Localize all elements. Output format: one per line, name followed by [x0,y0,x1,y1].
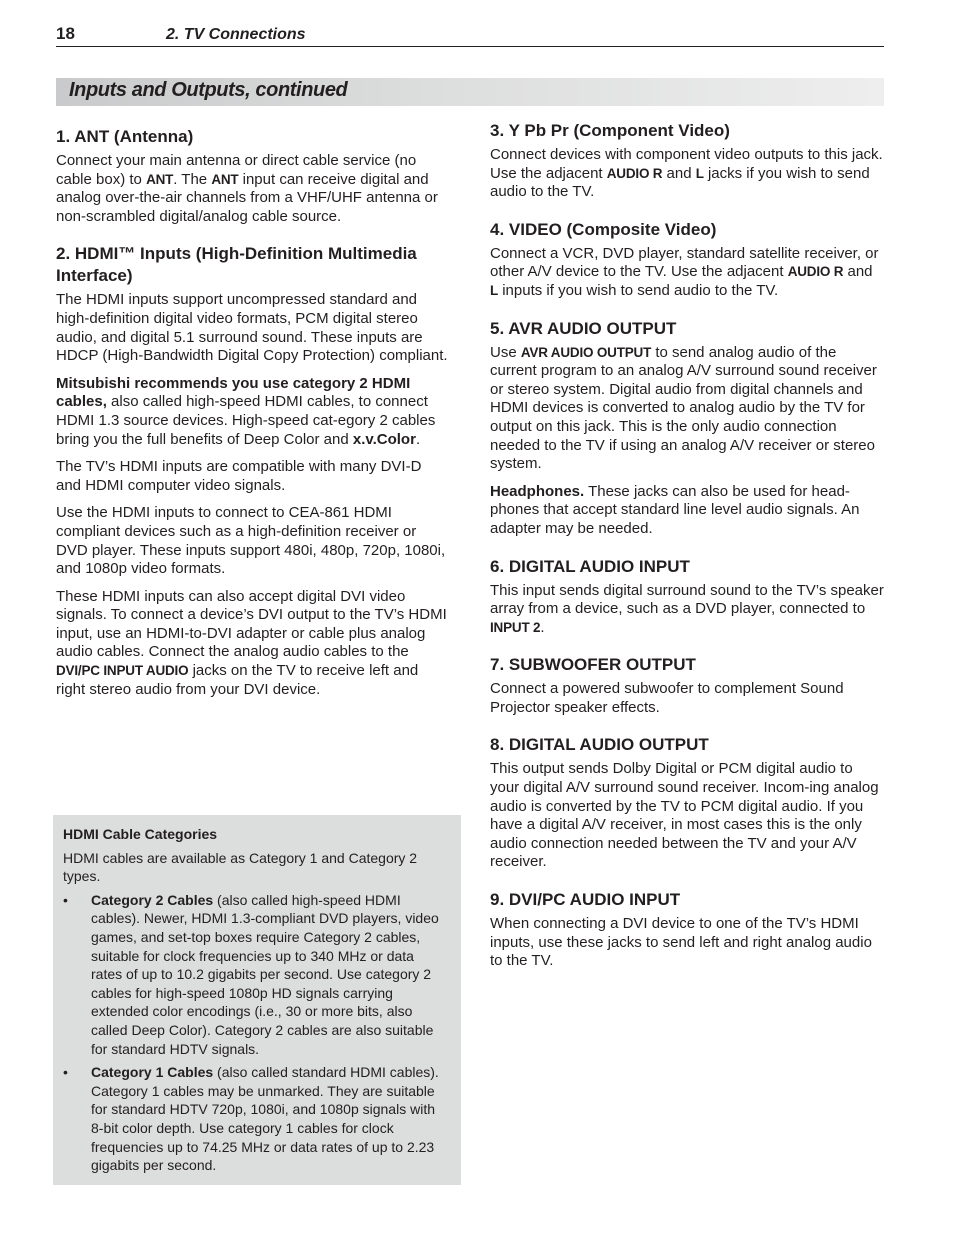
bullet-icon: • [63,1064,68,1081]
heading-ant: 1. ANT (Antenna) [56,127,194,146]
hdmi-paragraph-5 [56,588,448,700]
heading-composite-video: 4. VIDEO (Composite Video) [490,219,717,239]
text: to send analog audio of the current program to an analog A/V surround sound receiver or stereo system. Digital audio from digital channels and HDMI devices is converted to analog audio by the TV for output on this jack. This is the only audio connection needed to the TV if using an analog A/V receiver or stereo system. [490,343,877,473]
jack-label: DVI/PC INPUT AUDIO [56,663,189,679]
bullet-icon: • [63,891,68,908]
text: inputs if you wish to send audio to the TV. [498,281,779,299]
heading-digital-audio-output: 8. DIGITAL AUDIO OUTPUT [490,735,709,755]
text: jacks on the TV to receive left and right stereo audio from your DVI device. [56,662,419,698]
section-dvi-pc-audio-input [490,889,884,971]
subwoofer-paragraph: Connect a powered subwoofer to complement Sound Projector speaker effects. [490,680,844,716]
digital-input-paragraph [490,582,884,638]
xvcolor-term: x.v.Color [352,430,416,448]
section-composite-video [490,219,884,301]
right-column [490,120,884,988]
composite-paragraph [490,245,884,301]
sidebar-intro: HDMI cables are available as Category 1 and Category 2 types. [63,849,418,885]
text: Connect devices with component video outputs to this jack. Use the adjacent [490,146,883,182]
text: jacks if you wish to send audio to the TV. [490,164,870,201]
sidebar-title: HDMI Cable Categories [63,826,218,842]
heading-digital-audio-input: 6. DIGITAL AUDIO INPUT [490,556,690,576]
text: and [843,263,873,281]
section-avr-audio-output [490,318,884,539]
item-text: (also called standard HDMI cables). Category 1 cables may be unmarked. They are suitable for standard HDTV 720p, 1080i, and 1080p signals with 8-bit color depth. Use category 1 cables for clock frequencies up to 74.25 MHz or data rates of up to 2.23 gigabits per second. [91,1064,439,1174]
section-component-video [490,120,884,202]
section-banner [56,78,884,106]
item-text: (also called high-speed HDMI cables). Newer, HDMI 1.3-compliant DVD players, video games, and set-top boxes require Category 2 cables, suitable for clock frequencies up to 340 MHz or data rates of up to 10.2 gigabits per second. Use category 2 cables for high-speed 1080p HD signals carrying extended color encodings (i.e., 30 or more bits, also called Deep Color). Category 2 cables are also suitable for standard HDTV signals. [91,891,439,1057]
text: Connect your main antenna or direct cable service (no cable box) to [56,152,417,188]
chapter-title: 2. TV Connections [166,26,306,43]
jack-label: ANT [146,171,174,187]
text: and [662,164,696,182]
hdmi-paragraph-4: Use the HDMI inputs to connect to CEA-861 HDMI compliant devices such as a high-definition receiver or DVD player. These inputs support 480i, 480p, 720p, 1080i, and 1080p video formats. [56,504,446,578]
hdmi-paragraph-2 [56,375,448,449]
section-digital-audio-input [490,556,884,638]
text: . [415,430,421,448]
jack-label: AUDIO R [787,264,844,280]
headphones-paragraph [490,483,884,539]
left-column [56,126,448,708]
ant-paragraph [56,152,448,226]
dvi-audio-paragraph: When connecting a DVI device to one of the TV’s HDMI inputs, use these jacks to send left and right analog audio to the TV. [490,915,872,970]
section-hdmi [56,243,448,699]
text: Connect a VCR, DVD player, standard satellite receiver, or other A/V device to the TV. Use the adjacent [490,244,879,281]
item-term: Category 2 Cables [91,891,214,908]
jack-label: INPUT 2 [490,619,541,635]
component-paragraph [490,146,884,202]
jack-label: AUDIO R [606,165,663,181]
heading-avr-audio-output: 5. AVR AUDIO OUTPUT [490,318,677,338]
page-number: 18 [56,24,75,43]
text: also called high-speed HDMI cables, to connect HDMI 1.3 source devices. High-speed cat-egory 2 cables bring you the full benefits of Deep Color and [56,393,436,448]
jack-label: ANT [211,171,239,187]
text: Use [490,343,521,361]
jack-label: L [695,165,704,181]
jack-label: L [490,282,499,298]
text: These jacks can also be used for head-phones that accept standard line level audio signals. An adapter may be needed. [490,482,860,537]
section-subwoofer-output [490,654,884,717]
digital-output-paragraph: This output sends Dolby Digital or PCM digital audio to your digital A/V surround sound receiver. Incom-ing analog audio is converted by the TV to PCM digital audio. If you have a digital A/V receiver, in most cases this is the only audio connection needed between the TV and your A/V receiver. [490,760,879,871]
hdmi-paragraph-3: The TV’s HDMI inputs are compatible with many DVI-D and HDMI computer video signals. [56,458,422,494]
text: This input sends digital surround sound to the TV’s speaker array from a device, such as a DVD player, connected to [490,581,884,618]
list-item [63,1063,445,1175]
section-digital-audio-output [490,734,884,872]
heading-component-video: 3. Y Pb Pr (Component Video) [490,121,730,140]
heading-subwoofer-output: 7. SUBWOOFER OUTPUT [490,655,696,675]
recommendation: Mitsubishi recommends you use category 2 HDMI cables, [56,374,411,411]
list-item [63,891,445,1058]
section-ant [56,126,448,226]
jack-label: AVR AUDIO OUTPUT [520,344,652,360]
item-term: Category 1 Cables [91,1064,214,1081]
text: input can receive digital and analog over-the-air channels from a VHF/UHF antenna or non-scrambled digital/analog cable source. [56,170,438,225]
hdmi-cable-categories-box [53,815,461,1185]
page-header [56,22,884,47]
section-title: Inputs and Outputs, continued [69,79,348,101]
text: These HDMI inputs can also accept digital DVI video signals. To connect a device’s DVI output to the TV’s HDMI input, use an HDMI-to-DVI adapter or cable plus analog audio cables. Connect the analog audio cables to the [56,587,447,661]
text: . The [173,170,212,188]
sidebar-list [63,891,445,1175]
avr-paragraph [490,344,884,474]
text: . [540,618,545,636]
hdmi-paragraph-1: The HDMI inputs support uncompressed standard and high-definition digital video formats, PCM digital stereo audio, and digital 5.1 surround sound. These inputs are HDCP (High-Bandwidth Digital Copy Protection) compliant. [56,291,448,365]
headphones-term: Headphones. [490,482,585,500]
heading-dvi-pc-audio-input: 9. DVI/PC AUDIO INPUT [490,890,681,910]
heading-hdmi: 2. HDMI™ Inputs (High-Definition Multimedia Interface) [56,244,417,286]
